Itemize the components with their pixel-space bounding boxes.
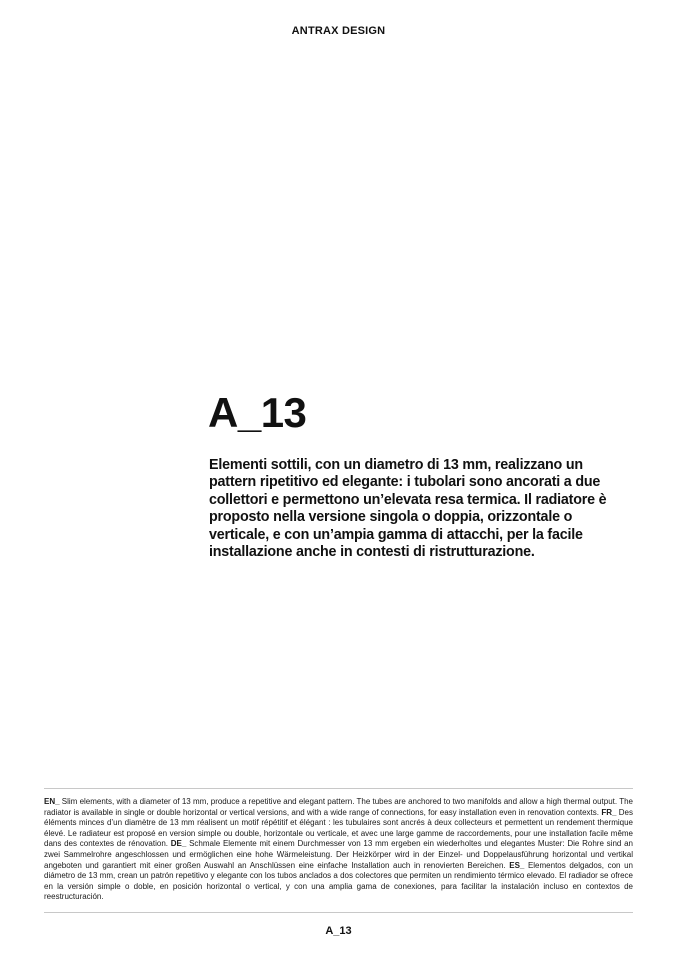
lang-code-es: ES_ [509, 860, 525, 870]
translations-block [44, 797, 633, 903]
product-title: A_13 [208, 389, 307, 436]
divider-top [44, 788, 633, 789]
divider-bottom [44, 912, 633, 913]
brand-header: ANTRAX DESIGN [291, 25, 386, 37]
translation-text-de: Schmale Elemente mit einem Durchmesser von 13 mm ergeben ein wiederholtes und elegantes Muster: Die Rohre sind an zwei Sammelrohre angeschlossen und ermöglichen eine hohe Wärmeleistung. Der Heizkörper wird in der Einzel- und Doppelausführung horizontal und vertikal angeboten und garantiert mit einer großen Auswahl an Anschlüssen eine einfache Installation auch in renovierten Bereichen. [44, 839, 633, 870]
lang-code-en: EN_ [44, 797, 60, 806]
translation-text-en: Slim elements, with a diameter of 13 mm, produce a repetitive and elegant pattern. The tubes are anchored to two manifolds and allow a high thermal output. The radiator is available in single or double horizontal or vertical versions, and with a wide range of connections, for easy installation even in renovation contexts. [44, 797, 633, 817]
lang-code-fr: FR_ [601, 807, 617, 817]
product-description-italian: Elementi sottili, con un diametro di 13 mm, realizzano un pattern ripetitivo ed elegante: i tubolari sono ancorati a due collettori e permettono un’elevata resa termica. Il radiatore è proposto nella versione singola o doppia, orizzontale o verticale, e con un’ampia gamma di attacchi, per la facile installazione anche in contesti di ristrutturazione. [209, 457, 607, 561]
page-label: A_13 [325, 925, 352, 937]
lang-code-de: DE_ [170, 839, 187, 849]
translation-text-fr: Des éléments minces d’un diamètre de 13 mm réalisent un motif répétitif et élégant : les tubulaires sont ancrés à deux collecteurs et permettent un rendement thermique élevé. Le radiateur est proposé en version simple ou double, horizontale ou verticale, et avec une large gamme de raccordements, pour une installation facile même dans des contextes de rénovation. [44, 807, 633, 849]
translation-text-es: Elementos delgados, con un diámetro de 13 mm, crean un patrón repetitivo y elegante con los tubos anclados a dos colectores que permiten un rendimiento térmico elevado. El radiador se ofrece en la versión simple o doble, en posición horizontal o vertical, y con una amplia gama de conexiones, para facilitar la instalación incluso en contextos de reestructuración. [44, 860, 633, 902]
